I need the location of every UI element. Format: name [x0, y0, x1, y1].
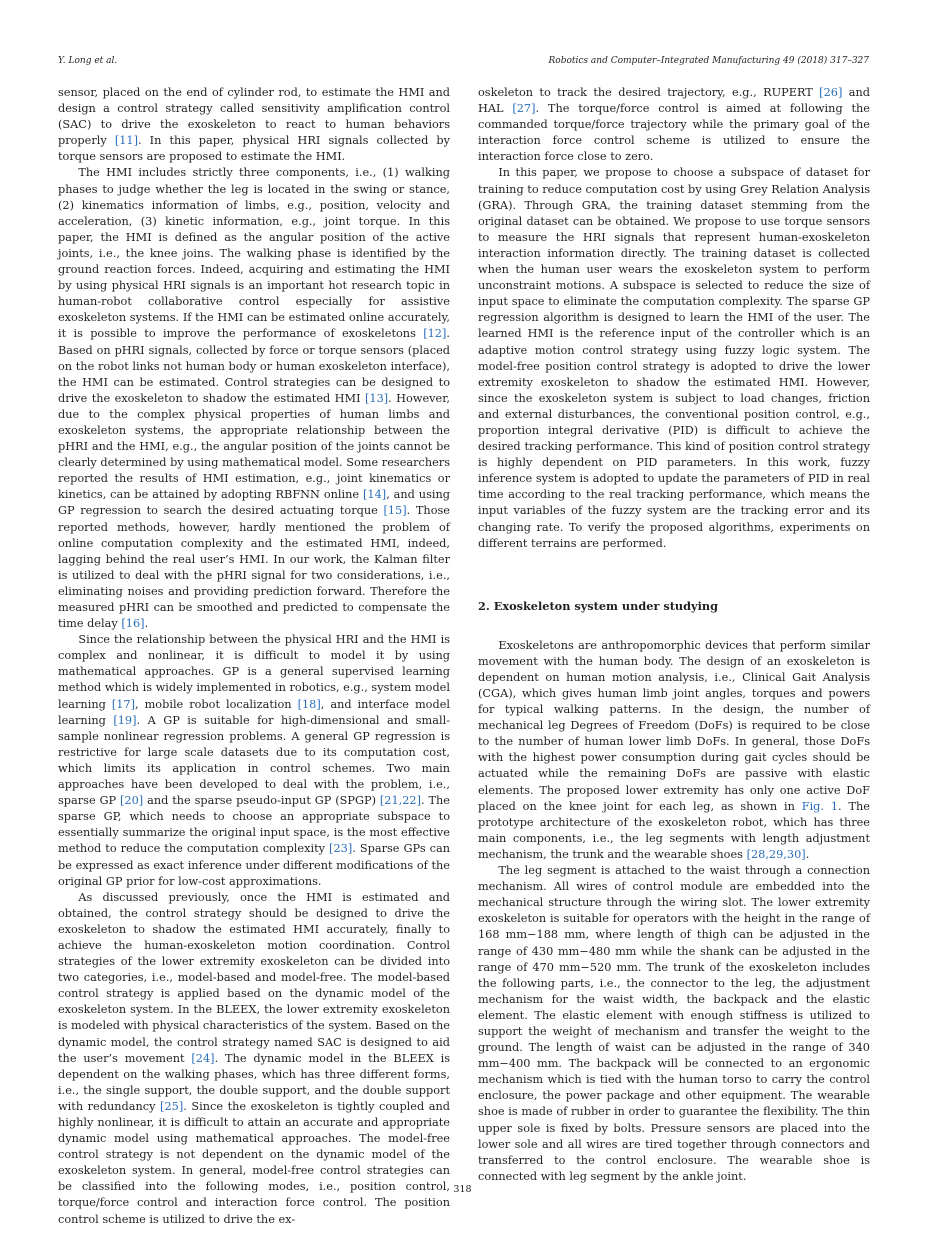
- citation-link[interactable]: [27]: [512, 102, 536, 116]
- citation-link[interactable]: [16]: [121, 617, 145, 631]
- citation-link[interactable]: [13]: [364, 391, 389, 405]
- citation-link[interactable]: [25]: [160, 1099, 184, 1113]
- citation-link[interactable]: [17]: [111, 697, 136, 711]
- page-number: 318: [453, 1184, 472, 1195]
- paragraph: In this paper, we propose to choose a subspace of dataset for training to reduce computation cost by using Grey Relation Analysis (GRA). Through GRA, the training dataset stemming from the original dataset can be obtained. We propose to use torque sensors to measure the HRI signals that represent human-exoskeleton interaction information directly. The training dataset is collected when the human user wears the exoskeleton system to perform unconstraint motions. A subspace is selected to reduce the size of input space to eliminate the computation complexity. The sparse GP regression algorithm is designed to learn the HMI of the user. The learned HMI is the reference input of the controller which is an adaptive motion control strategy using fuzzy logic system. The model-free position control strategy is adopted to drive the lower extremity exoskeleton to shadow the estimated HMI. However, since the exoskeleton system is subject to load changes, friction and external disturbances, the conventional position control, e.g., proportion integral derivative (PID) is difficult to achieve the desired tracking performance. This kind of position control strategy is highly dependent on PID parameters. In this work, fuzzy inference system is adopted to update the parameters of PID in real time according to the real tracking performance, which means the input variables of the fuzzy system are the tracking error and its changing rate. To verify the proposed algorithms, experiments on different terrains are performed.: [478, 166, 870, 550]
- running-header: [58, 56, 869, 70]
- paragraph: As discussed previously, once the HMI is estimated and obtained, the control strategy should be designed to drive the exoskeleton to shadow the estimated HMI accurately, finally to achieve the human-exoskeleton motion coordination. Control strategies of the lower extremity exoskeleton can be divided into two categories, i.e., model-based and model-free. The model-based control strategy is applied based on the dynamic model of the exoskeleton system. In the BLEEX, the lower extremity exoskeleton is modeled with physical characteristics of the system. Based on the dynamic model, the control strategy named SAC is designed to aid the user’s movement [24]. The dynamic model in the BLEEX is dependent on the walking phases, which has three different forms, i.e., the single support, the double support, and the double support with redundancy [25]. Since the exoskeleton is tightly coupled and highly nonlinear, it is difficult to attain an accurate and appropriate dynamic model using mathematical approaches. The model-free control strategy is not dependent on the dynamic model of the exoskeleton system. In general, model-free control strategies can be classified into the following modes, i.e., position control, torque/force control and interaction force control. The position control scheme is utilized to drive the ex-: [58, 890, 451, 1226]
- citation-link[interactable]: [19]: [113, 713, 137, 727]
- running-head-journal: Robotics and Computer–Integrated Manufacturing 49 (2018) 317–327: [548, 56, 869, 66]
- citation-link[interactable]: [14]: [362, 488, 387, 502]
- paragraph: The leg segment is attached to the waist through a connection mechanism. All wires of control module are embedded into the mechanical structure through the wiring slot. The lower extremity exoskeleton is suitable for operators with the height in the range of 168 mm−188 mm, where length of thigh can be adjusted in the range of 430 mm−480 mm while the shank can be adjusted in the range of 470 mm−520 mm. The trunk of the exoskeleton includes the following parts, i.e., the connector to the leg, the adjustment mechanism for the waist width, the backpack and the elastic element. The elastic element with enough stiffness is utilized to support the weight of mechanism and transfer the weight to the ground. The length of waist can be adjusted in the range of 340 mm−400 mm. The backpack will be connected to an ergonomic mechanism which is tied with the human torso to carry the control enclosure, the power package and other equipment. The wearable shoe is made of rubber in order to guarantee the flexibility. The thin upper sole is fixed by bolts. Pressure sensors are placed into the lower sole and all wires are tired together through connectors and transferred to the control enclosure. The wearable shoe is connected with leg segment by the ankle joint.: [478, 864, 870, 1183]
- paragraph: sensor, placed on the end of cylinder rod, to estimate the HMI and design a control strategy called sensitivity amplification control (SAC) to drive the exoskeleton to react to human behaviors properly [11]. In this paper, physical HRI signals collected by torque sensors are proposed to estimate the HMI.: [58, 86, 450, 164]
- figure-link[interactable]: Fig. 1: [801, 799, 839, 813]
- citation-link[interactable]: [21,22]: [379, 794, 422, 808]
- running-head-authors: Y. Long et al.: [58, 56, 118, 66]
- citation-link[interactable]: [23]: [329, 842, 353, 856]
- paragraph: Exoskeletons are anthropomorphic devices that perform similar movement with the human body. The design of an exoskeleton is dependent on human motion analysis, i.e., Clinical Gait Analysis (CGA), which gives human limb joint angles, torques and powers for typical walking patterns. In the design, the number of mechanical leg Degrees of Freedom (DoFs) is required to be close to the number of human lower limb DoFs. In general, those DoFs with the highest power consumption during gait cycles should be actuated while the remaining DoFs are passive with elastic elements. The proposed lower extremity has only one active DoF placed on the knee joint for each leg, as shown in Fig. 1. The prototype architecture of the exoskeleton robot, which has three main components, i.e., the leg segments with length adjustment mechanism, the trunk and the wearable shoes [28,29,30].: [478, 638, 870, 861]
- citation-link[interactable]: [28,29,30]: [746, 847, 806, 861]
- citation-link[interactable]: [26]: [819, 86, 843, 99]
- citation-link[interactable]: [11]: [114, 134, 139, 148]
- left-column: [58, 85, 450, 1228]
- right-column: [478, 85, 870, 1185]
- citation-link[interactable]: [18]: [297, 697, 321, 711]
- citation-link[interactable]: [24]: [191, 1051, 215, 1065]
- section-heading: 2. Exoskeleton system under studying: [478, 598, 718, 613]
- citation-link[interactable]: [20]: [120, 794, 144, 808]
- citation-link[interactable]: [15]: [383, 504, 407, 518]
- paragraph: oskeleton to track the desired trajectory, e.g., RUPERT [26] and HAL [27]. The torque/force control is aimed at following the commanded torque/force trajectory while the primary goal of the interaction force control scheme is utilized to ensure the interaction force close to zero.: [478, 86, 870, 164]
- paragraph: The HMI includes strictly three components, i.e., (1) walking phases to judge whether the leg is located in the swing or stance, (2) kinematics information of limbs, e.g., position, velocity and acceleration, (3) kinetic information, e.g., joint torque. In this paper, the HMI is defined as the angular position of the active joints, i.e., the knee joins. The walking phase is identified by the ground reaction forces. Indeed, acquiring and estimating the HMI by using physical HRI signals is an important hot research topic in human-robot collaborative control especially for assistive exoskeleton systems. If the HMI can be estimated online accurately, it is possible to improve the performance of exoskeletons [12]. Based on pHRI signals, collected by force or torque sensors (placed on the robot links not human body or human exoskeleton interface), the HMI can be estimated. Control strategies can be designed to drive the exoskeleton to shadow the estimated HMI [13]. However, due to the complex physical properties of human limbs and exoskeleton systems, the appropriate relationship between the pHRI and the HMI, e.g., the angular position of the joints cannot be clearly determined by using mathematical model. Some researchers reported the results of HMI estimation, e.g., joint kinematics or kinetics, can be attained by adopting RBFNN online [14], and using GP regression to search the desired actuating torque [15]. Those reported methods, however, hardly mentioned the problem of online computation complexity and the estimated HMI, indeed, lagging behind the real user’s HMI. In our work, the Kalman filter is utilized to deal with the pHRI signal for two considerations, i.e., eliminating noises and providing prediction forward. Therefore the measured pHRI can be smoothed and predicted to compensate the time delay [16].: [58, 166, 450, 631]
- paragraph: Since the relationship between the physical HRI and the HMI is complex and nonlinear, it is difficult to model it by using mathematical approaches. GP is a general supervised learning method which is widely implemented in robotics, e.g., system model learning [17], mobile robot localization [18], and interface model learning [19]. A GP is suitable for high-dimensional and small-sample nonlinear regression problems. A general GP regression is restrictive for large scale datasets due to its computation cost, which limits its application in control schemes. Two main approaches have been developed to deal with the problem, i.e., sparse GP [20] and the sparse pseudo-input GP (SPGP) [21,22]. The sparse GP, which needs to choose an appropriate subspace to essentially summarize the original input space, is the most effective method to reduce the computation complexity [23]. Sparse GPs can be expressed as exact inference under different modifications of the original GP prior for low-cost approximations.: [58, 633, 451, 888]
- citation-link[interactable]: [12]: [423, 327, 447, 341]
